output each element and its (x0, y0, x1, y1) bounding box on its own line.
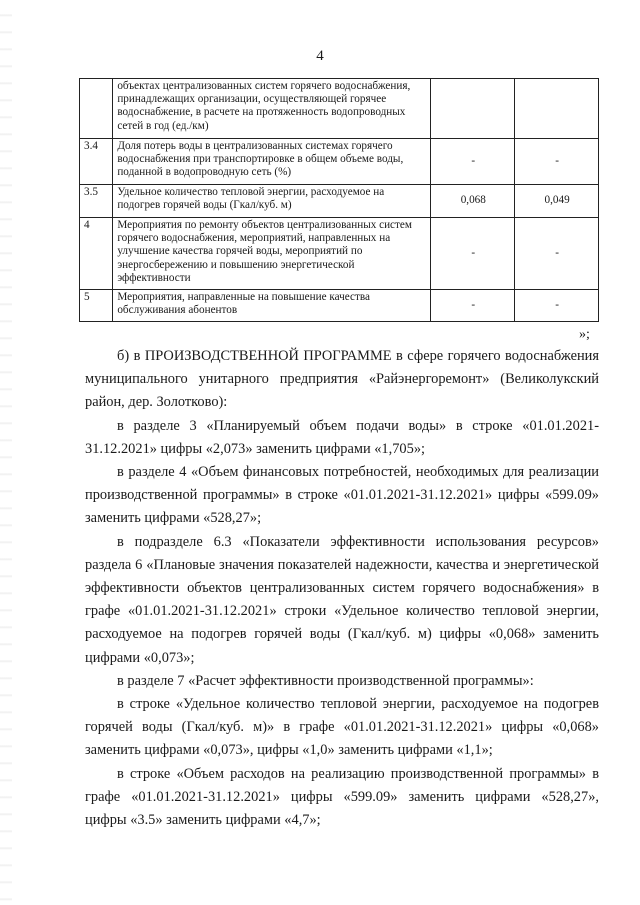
row-description-cell: объектах централизованных систем горячего водоснабжения, принадлежащих организации, осуществляющей горячее водоснабжение, в расчете на протяженность водопроводных сетей в год (ед./км) (113, 79, 431, 139)
row-description-cell: Доля потерь воды в централизованных системах горячего водоснабжения при транспортировке в общем объеме воды, поданной в водопроводную сеть (%) (113, 139, 431, 185)
table-row (80, 218, 599, 290)
row-number-cell (80, 79, 113, 139)
row-number-cell: 4 (80, 218, 113, 290)
row-description-cell: Мероприятия по ремонту объектов централизованных систем горячего водоснабжения, мероприятий, направленных на улучшение качества горячей воды, мероприятий по энергосбережению и повышению энергетической эффективности (113, 218, 431, 290)
row-description-cell: Мероприятия, направленные на повышение качества обслуживания абонентов (113, 290, 431, 322)
value-2022-cell: - (515, 139, 599, 185)
paragraph-section-4: в разделе 4 «Объем финансовых потребностей, необходимых для реализации производственной программы» в строке «01.01.2021-31.12.2021» цифры «599.09» заменить цифрами «528,27»; (85, 464, 599, 527)
value-2022-cell (515, 79, 599, 139)
value-2021-cell: - (431, 218, 515, 290)
table-row (80, 185, 599, 218)
table-row (80, 79, 599, 139)
row-number-cell: 5 (80, 290, 113, 322)
value-2021-cell (431, 79, 515, 139)
paragraph-subsection-6-3: в подразделе 6.3 «Показатели эффективности использования ресурсов» раздела 6 «Плановые значения показателей надежности, качества и энергетической эффективности объектов централизованных систем горячего водоснабжения» в графе «01.01.2021-31.12.2021» строки «Удельное количество тепловой энергии, расходуемое на подогрев горячей воды (Гкал/куб. м) цифры «0,068» заменить цифрами «0,073»; (85, 533, 599, 666)
value-2022-cell: - (515, 290, 599, 322)
value-2021-cell: 0,068 (431, 185, 515, 218)
page-number: 4 (316, 48, 324, 64)
paragraph-program-intro: б) в ПРОИЗВОДСТВЕННОЙ ПРОГРАММЕ в сфере горячего водоснабжения муниципального унитарного предприятия «Райэнергоремонт» (Великолукский район, дер. Золотково): (85, 348, 599, 411)
paragraph-heat-energy-line: в строке «Удельное количество тепловой энергии, расходуемое на подогрев горячей воды (Гкал/куб. м)» в графе «01.01.2021-31.12.2021» цифры «0,068» заменить цифрами «0,073», цифры «1,0» заменить цифрами «1,1»; (85, 696, 599, 759)
row-number-cell: 3.5 (80, 185, 113, 218)
value-2022-cell: - (515, 218, 599, 290)
table-row (80, 290, 599, 322)
row-number-cell: 3.4 (80, 139, 113, 185)
indicators-table (79, 78, 599, 322)
row-description-cell: Удельное количество тепловой энергии, расходуемое на подогрев горячей воды (Гкал/куб. м) (113, 185, 431, 218)
paragraph-section-3: в разделе 3 «Планируемый объем подачи воды» в строке «01.01.2021-31.12.2021» цифры «2,073» заменить цифрами «1,705»; (85, 417, 599, 457)
table-row (80, 139, 599, 185)
value-2021-cell: - (431, 290, 515, 322)
value-2022-cell: 0,049 (515, 185, 599, 218)
paragraph-section-7: в разделе 7 «Расчет эффективности производственной программы»: (117, 672, 534, 689)
closing-quote: »; (579, 327, 590, 342)
paragraph-expenses-line: в строке «Объем расходов на реализацию производственной программы» в графе «01.01.2021-31.12.2021» цифры «599.09» заменить цифрами «528,27», цифры «3.5» заменить цифрами «4,7»; (85, 765, 599, 829)
document-body (85, 345, 599, 832)
scan-edge-artifact (0, 0, 12, 905)
value-2021-cell: - (431, 139, 515, 185)
